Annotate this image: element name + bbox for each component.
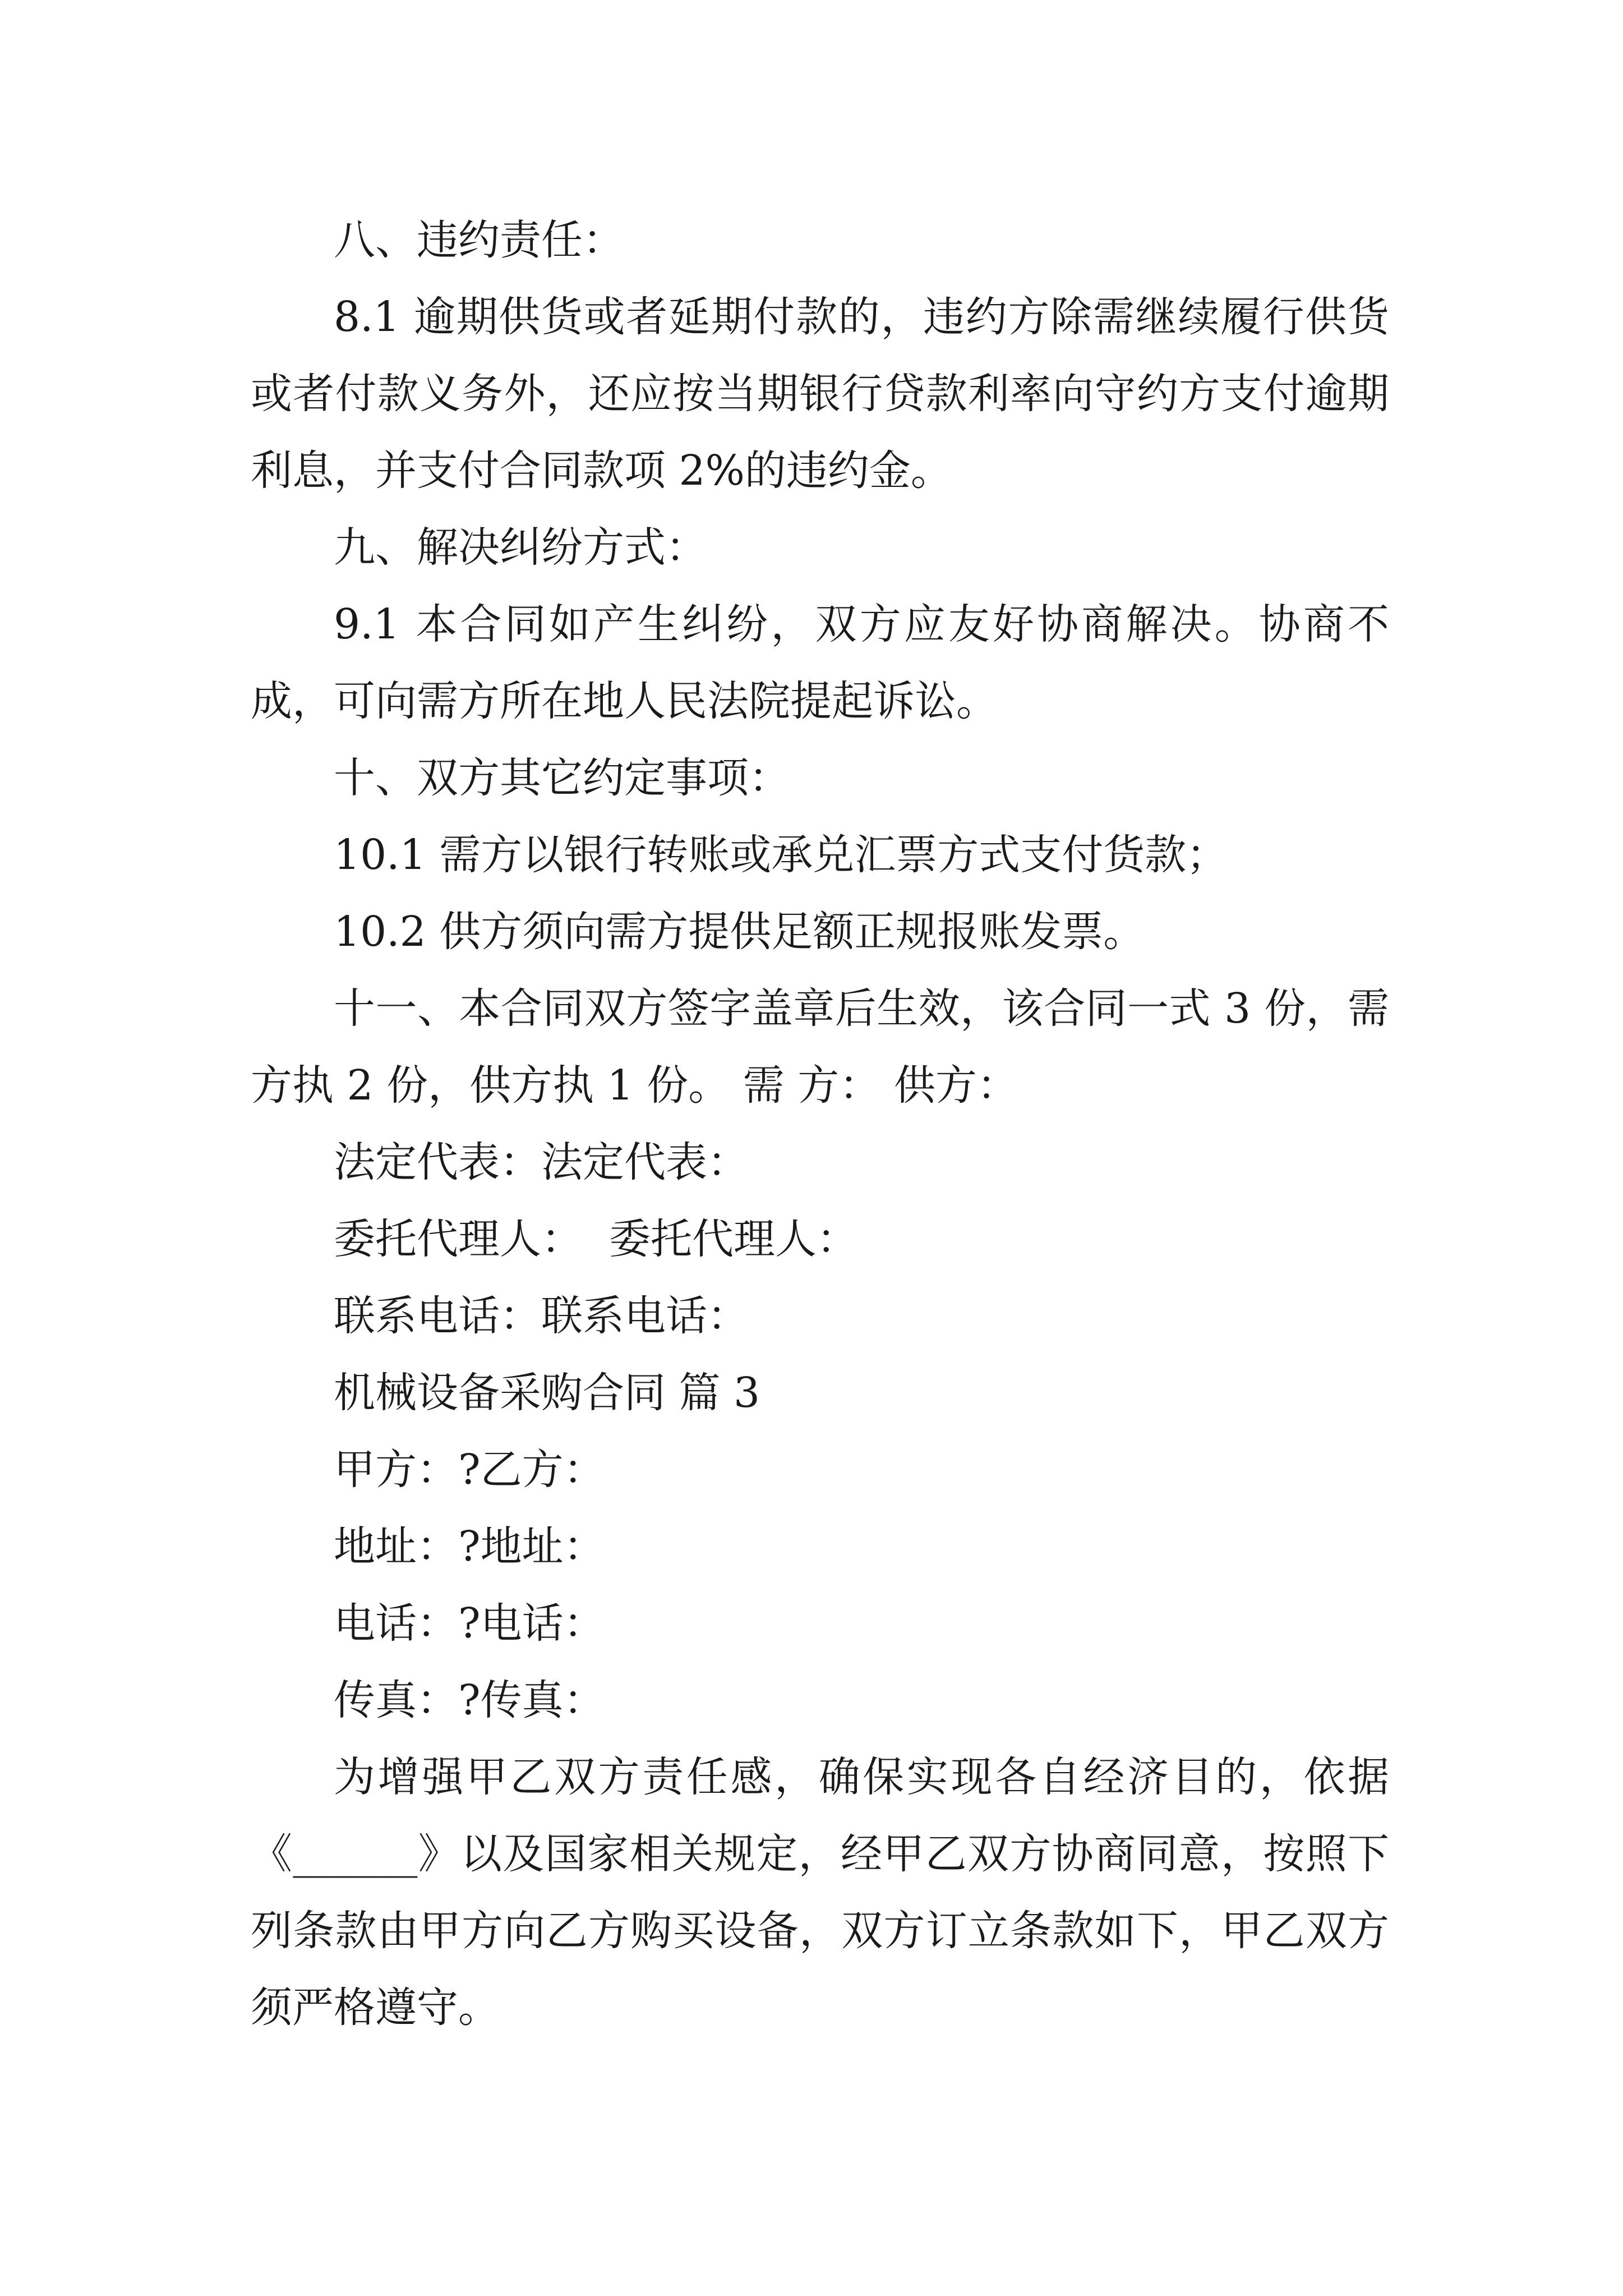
fax-line: 传真：?传真：	[334, 1676, 605, 1724]
clause-9-1: 9.1 本合同如产生纠纷，双方应友好协商解决。协商不成，可向需方所在地人民法院提起诉讼。	[251, 600, 1389, 725]
document-body	[251, 202, 1389, 2046]
section-heading-breach-liability: 八、违约责任：	[334, 216, 624, 264]
contract-title-part-3: 机械设备采购合同 篇 3	[334, 1369, 760, 1417]
section-heading-dispute-resolution: 九、解决纠纷方式：	[334, 523, 707, 572]
section-eleven-effectiveness: 十一、本合同双方签字盖章后生效，该合同一式 3 份，需方执 2 份，供方执 1 份。 需 方： 供方：	[251, 984, 1389, 1110]
clause-10-1: 10.1 需方以银行转账或承兑汇票方式支付货款；	[334, 831, 1228, 879]
preamble-paragraph: 为增强甲乙双方责任感，确保实现各自经济目的，依据《______》以及国家相关规定，经甲乙双方协商同意，按照下列条款由甲方向乙方购买设备，双方订立条款如下，甲乙双方须严格遵守。	[251, 1753, 1389, 2032]
party-a-b-line: 甲方：?乙方：	[334, 1446, 605, 1494]
section-heading-other-agreements: 十、双方其它约定事项：	[334, 754, 790, 802]
legal-representative-line: 法定代表：法定代表：	[334, 1138, 749, 1186]
telephone-line: 电话：?电话：	[334, 1599, 605, 1648]
clause-8-1: 8.1 逾期供货或者延期付款的，违约方除需继续履行供货或者付款义务外，还应按当期银行贷款利率向守约方支付逾期利息，并支付合同款项 2%的违约金。	[251, 293, 1389, 495]
clause-10-2: 10.2 供方须向需方提供足额正规报账发票。	[334, 908, 1145, 956]
contact-phone-line: 联系电话：联系电话：	[334, 1292, 749, 1340]
authorized-agent-line: 委托代理人： 委托代理人：	[334, 1215, 859, 1263]
address-line: 地址：?地址：	[334, 1522, 605, 1571]
